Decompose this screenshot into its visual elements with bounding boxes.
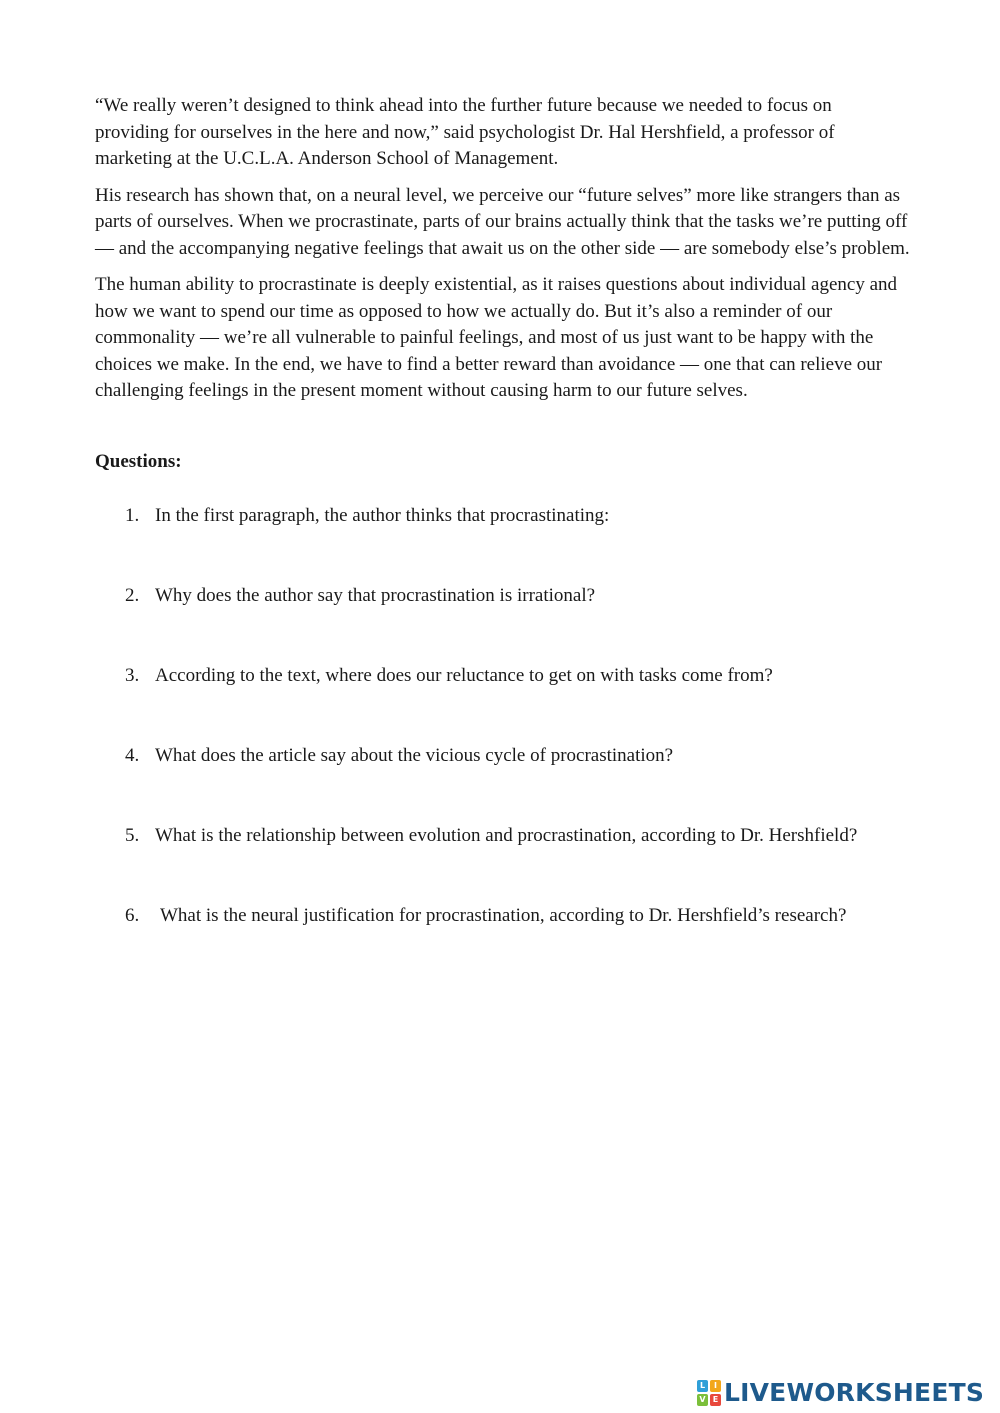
paragraph-existential: The human ability to procrastinate is deeply existential, as it raises questions about individual agency and how we want to spend our time as opposed to how we actually do. But it’s also a reminder of our commonality — we’re all vulnerable to painful feelings, and most of us just want to be happy with the choices we make. In the end, we have to find a better reward than avoidance — one that can relieve our challenging feelings in the present moment without causing harm to our future selves. — [95, 274, 898, 401]
logo-tile-l: L — [697, 1380, 708, 1392]
paragraph-hershfield-quote: “We really weren’t designed to think ahead into the further future because we needed to focus on providing for ourselves in the here and now,” said psychologist Dr. Hal Hershfield, a professor of marketing at the U.C.L.A. Anderson School of Management. — [95, 95, 835, 169]
question-item — [125, 503, 910, 583]
question-number: 2. — [125, 584, 140, 606]
question-number: 4. — [125, 744, 140, 766]
question-text: Why does the author say that procrastination is irrational? — [155, 584, 596, 606]
question-item — [125, 663, 910, 743]
paragraph-future-selves: His research has shown that, on a neural level, we perceive our “future selves” more like strangers than as parts of ourselves. When we procrastinate, parts of our brains actually think that the tasks we’re putting off — and the accompanying negative feelings that await us on the other side — are somebody else’s problem. — [95, 184, 910, 259]
question-number: 6. — [125, 904, 140, 926]
logo-wordmark: LIVEWORKSHEETS — [724, 1378, 985, 1407]
liveworksheets-logo — [697, 1378, 984, 1408]
question-text: What is the neural justification for procrastination, according to Dr. Hershfield’s research? — [160, 904, 847, 926]
questions-heading: Questions: — [95, 450, 182, 472]
question-item — [125, 583, 910, 663]
question-text: According to the text, where does our reluctance to get on with tasks come from? — [155, 664, 773, 686]
question-item — [125, 903, 910, 983]
question-number: 1. — [125, 504, 140, 526]
question-number: 3. — [125, 664, 140, 686]
question-text: In the first paragraph, the author thinks that procrastinating: — [155, 504, 610, 526]
document-page — [95, 93, 910, 983]
logo-tile-i: I — [710, 1380, 721, 1392]
question-text: What is the relationship between evolution and procrastination, according to Dr. Hershfield? — [155, 824, 858, 846]
logo-tile-v: V — [697, 1394, 708, 1406]
logo-mark-icon — [697, 1380, 721, 1406]
question-number: 5. — [125, 824, 140, 846]
question-text: What does the article say about the vicious cycle of procrastination? — [155, 744, 674, 766]
question-item — [125, 823, 910, 903]
question-item — [125, 743, 910, 823]
logo-tile-e: E — [710, 1394, 721, 1406]
questions-list — [95, 503, 910, 983]
